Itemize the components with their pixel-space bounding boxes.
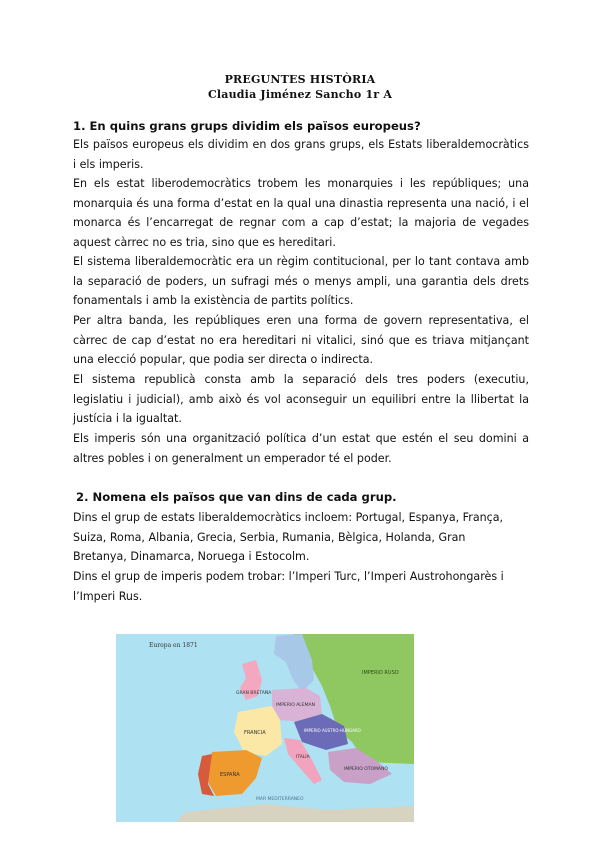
q1-paragraph-4: Per altra banda, les repúbliques eren una forma de govern representativa, el càrrec de cap d’estat no era hereditari ni vitalici, sinó que es triava mitjançant una elecció popular, que podia ser directa o indirecta. <box>73 314 529 367</box>
map-label-sea: MAR MEDITERRANEO <box>256 797 304 802</box>
q1-paragraph-2: En els estat liberodemocràtics trobem les monarquies i les repúbliques; una monarquia és una forma d’estat en la qual una dinastia representa una nació, i el monarca és l’encarregat de regnar com a cap d’estat; la majoria de vegades aquest càrrec no es tria, sino que es hereditari. <box>73 177 529 249</box>
map-label-france: FRANCIA <box>244 730 266 736</box>
q1-paragraph-3: El sistema liberaldemocràtic era un règim contitucional, per lo tant contava amb la separació de poders, un sufragi més o menys ampli, una garantia dels drets fonamentals i amb la existència de partits polítics. <box>73 255 529 308</box>
map-label-italy: ITALIA <box>296 755 310 760</box>
q2-paragraph-2: Dins el grup de imperis podem trobar: l’Imperi Turc, l’Imperi Austrohongarès i l’Imperi Rus. <box>73 570 504 603</box>
map-label-russia: IMPERIO RUSO <box>362 670 399 676</box>
q2-paragraph-1: Dins el grup de estats liberaldemocràtics incloem: Portugal, Espanya, França, Suiza, Roma, Albania, Grecia, Serbia, Rumania, Bèlgica, Holanda, Gran Bretanya, Dinamarca, Noruega i Estocolm. <box>73 511 504 564</box>
question-2-heading: 2. Nomena els països que van dins de cada grup. <box>76 490 397 504</box>
question-1-heading: 1. En quins grans grups dividim els països europeus? <box>73 119 421 133</box>
map-label-spain: ESPAÑA <box>220 772 240 778</box>
europe-map-graphic <box>116 634 414 822</box>
q1-paragraph-1: Els països europeus els dividim en dos grans grups, els Estats liberaldemocràtics i els imperis. <box>73 138 529 171</box>
map-label-uk: GRAN BRETAÑA <box>236 691 272 696</box>
map-label-austria: IMPERIO AUSTRO-HUNGARO <box>304 728 361 733</box>
map-label-germany: IMPERIO ALEMAN <box>276 703 315 708</box>
q1-paragraph-6: Els imperis són una organització política d’un estat que estén el seu domini a altres pobles i on generalment un emperador té el poder. <box>73 432 529 465</box>
map-caption: Europa en 1871 <box>149 642 198 649</box>
q1-paragraph-5: El sistema republicà consta amb la separació dels tres poders (executiu, legislatiu i judicial), amb això és vol aconseguir un equilibri entre la llibertat la justícia i la igualtat. <box>73 373 529 426</box>
map-label-ottoman: IMPERIO OTOMANO <box>344 767 388 772</box>
europe-1871-map <box>116 634 414 822</box>
document-title: PREGUNTES HISTÒRIA <box>224 73 376 86</box>
document-author: Claudia Jiménez Sancho 1r A <box>207 88 393 101</box>
